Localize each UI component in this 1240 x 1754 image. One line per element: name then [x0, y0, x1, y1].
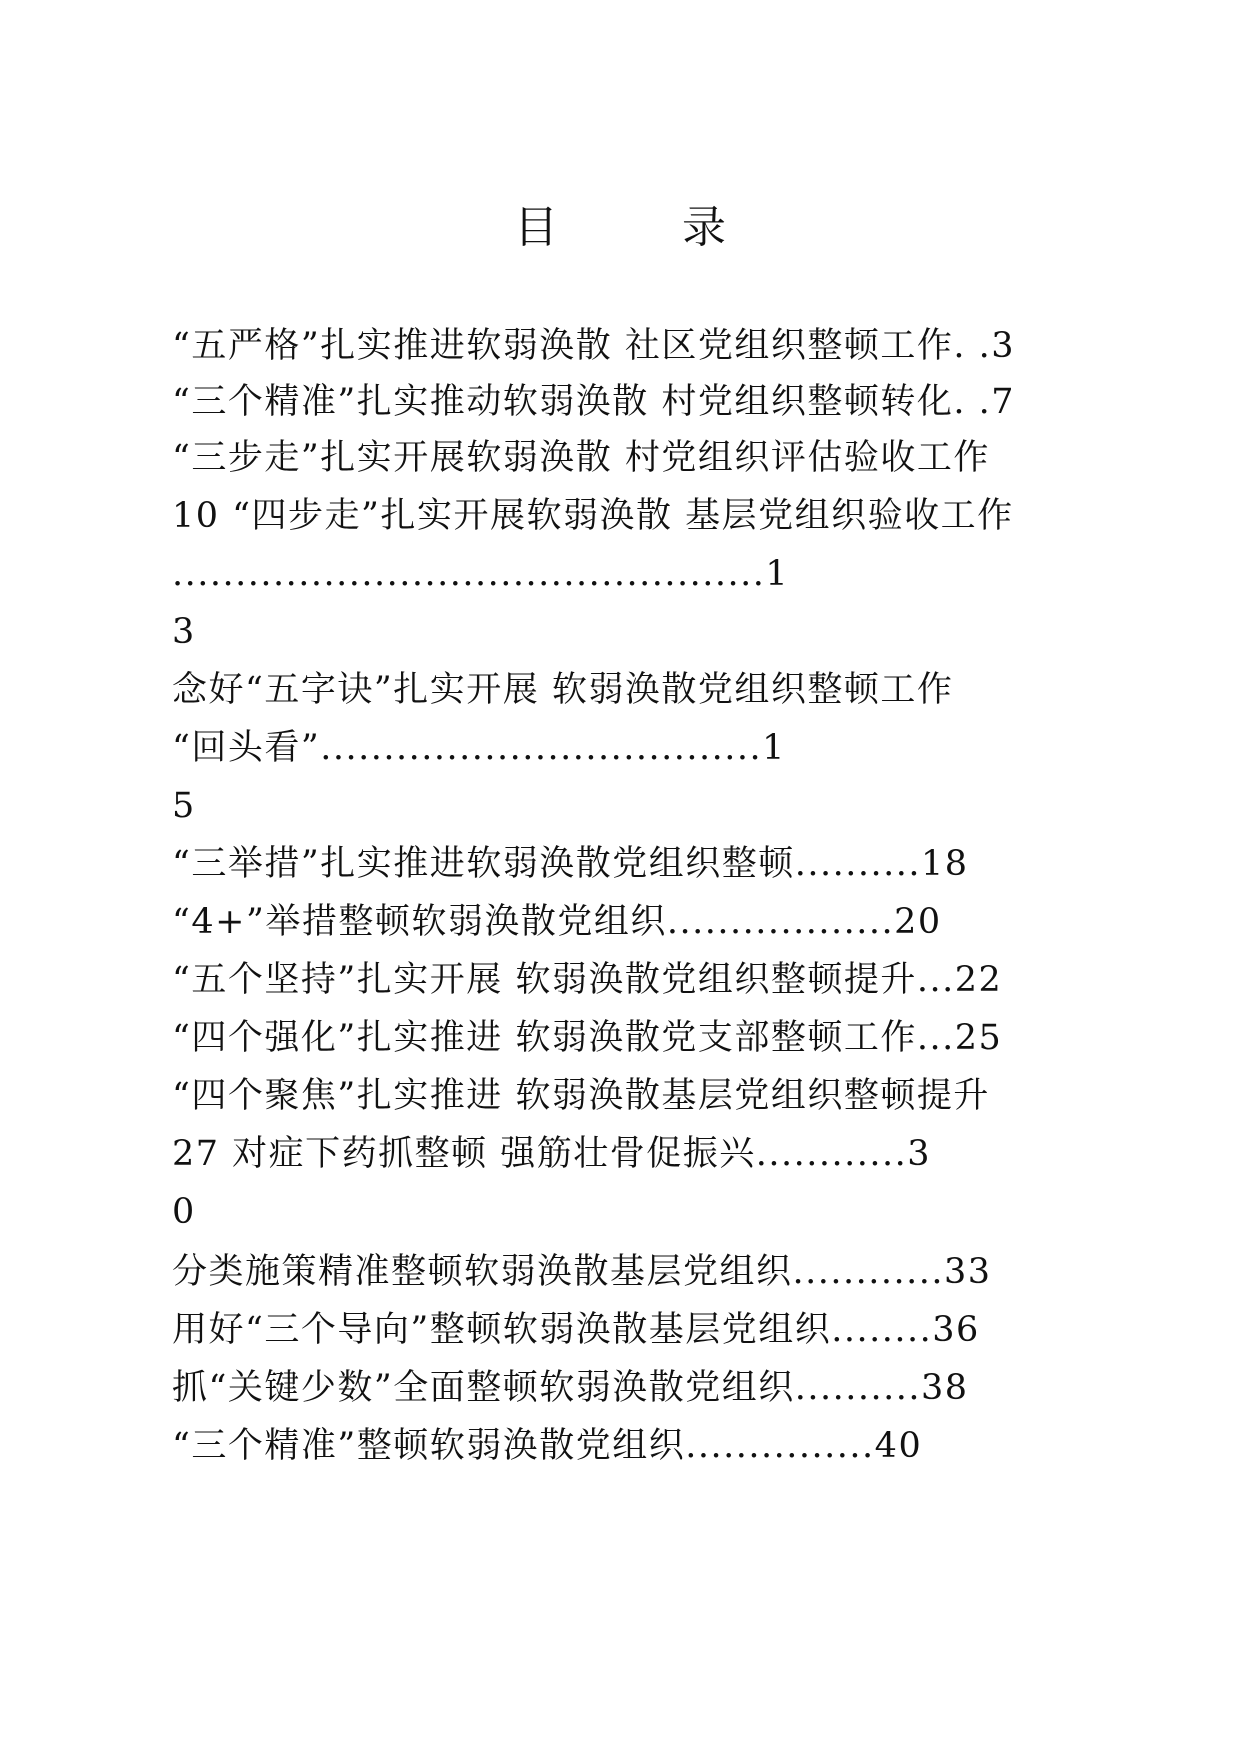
- toc-line: 5: [172, 786, 196, 826]
- toc-line: 27 对症下药抓整顿 强筋壮骨促振兴............3: [172, 1134, 932, 1174]
- toc-title: 目 录: [514, 202, 766, 253]
- toc-line: “五个坚持”扎实开展 软弱涣散党组织整顿提升...22: [172, 960, 1003, 1000]
- toc-line: 用好“三个导向”整顿软弱涣散基层党组织........36: [172, 1310, 980, 1350]
- toc-line: “四个强化”扎实推进 软弱涣散党支部整顿工作...25: [172, 1018, 1003, 1058]
- toc-line: “三步走”扎实开展软弱涣散 村党组织评估验收工作: [172, 438, 990, 478]
- toc-line: 10 “四步走”扎实开展软弱涣散 基层党组织验收工作: [172, 496, 1014, 536]
- toc-line: 抓“关键少数”全面整顿软弱涣散党组织..........38: [172, 1368, 969, 1408]
- toc-line: “三个精准”整顿软弱涣散党组织...............40: [172, 1426, 923, 1466]
- toc-line: 0: [172, 1192, 196, 1232]
- toc-line: ...............................................1: [172, 554, 790, 594]
- toc-line: 念好“五字诀”扎实开展 软弱涣散党组织整顿工作: [172, 670, 954, 710]
- toc-line: “4+”举措整顿软弱涣散党组织..................20: [172, 902, 942, 942]
- toc-line: “三举措”扎实推进软弱涣散党组织整顿..........18: [172, 844, 969, 884]
- toc-line: 3: [172, 612, 196, 652]
- toc-line: “四个聚焦”扎实推进 软弱涣散基层党组织整顿提升: [172, 1076, 990, 1116]
- toc-line: 分类施策精准整顿软弱涣散基层党组织............33: [172, 1252, 992, 1292]
- toc-line: “五严格”扎实推进软弱涣散 社区党组织整顿工作. .3: [172, 326, 1016, 366]
- toc-line: “回头看”...................................1: [172, 728, 786, 768]
- toc-line: “三个精准”扎实推动软弱涣散 村党组织整顿转化. .7: [172, 382, 1016, 422]
